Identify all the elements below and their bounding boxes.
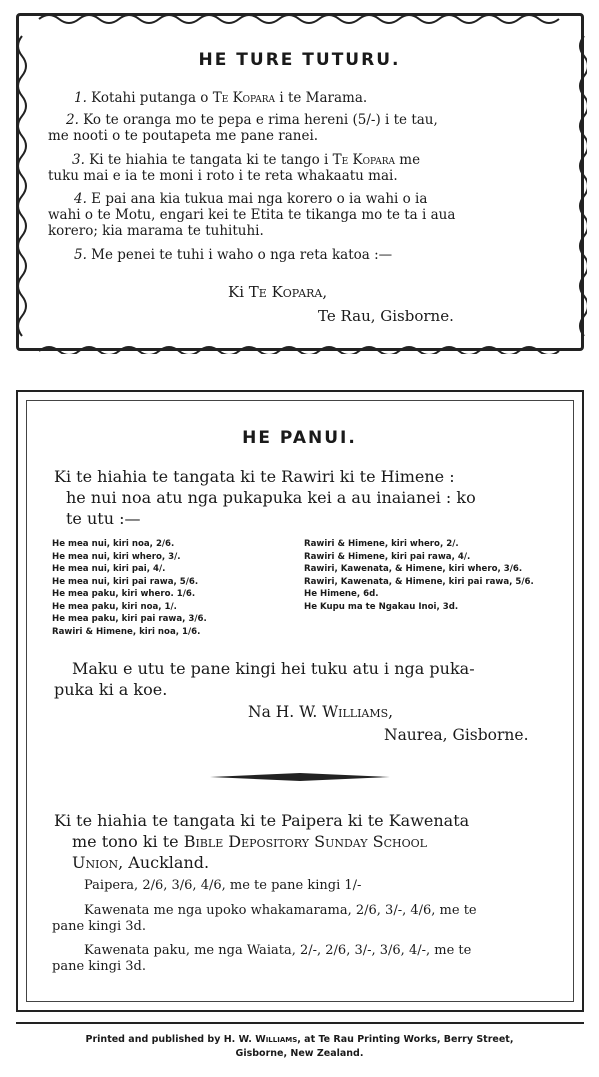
intro-line: he nui noa atu nga pukapuka kei a au inaianei : ko — [66, 488, 476, 507]
rule-publication: Te Kopara — [212, 90, 276, 106]
rule-text: E pai ana kia tukua mai nga korero o ia wahi o ia — [86, 191, 428, 207]
price-item: He Kupu ma te Ngakau Inoi, 3d. — [304, 601, 459, 612]
notice-signature-prefix: Na H. W. — [248, 703, 323, 721]
rule-text: korero; kia marama te tuhituhi. — [48, 223, 264, 239]
bible-line — [54, 831, 559, 852]
rule-publication: Te Kopara — [332, 152, 396, 168]
rule-line — [74, 191, 560, 208]
rules-title: HE TURE TUTURU. — [198, 50, 401, 70]
rule-text: Kotahi putanga o — [86, 90, 213, 106]
price-item: He mea nui, kiri noa, 2/6. — [52, 539, 175, 549]
bible-location: , Auckland. — [118, 853, 210, 872]
bible-line-prefix: me tono ki te — [72, 832, 184, 851]
signature-line-2: Te Rau, Gisborne. — [318, 307, 454, 325]
imprint-line-2: Gisborne, New Zealand. — [235, 1048, 364, 1059]
signature-publication: Te Kopara, — [248, 283, 328, 301]
notice-signature-line-1 — [248, 703, 393, 721]
rule-line — [74, 247, 560, 264]
signature-prefix: Ki — [228, 283, 249, 301]
notice-signature-name: Williams, — [322, 703, 394, 721]
note-line: Paipera, 2/6, 3/6, 4/6, me te pane kingi 1/- — [84, 878, 362, 893]
price-item: He mea nui, kiri whero, 3/. — [52, 551, 181, 562]
rule-text: Ki te hiahia te tangata ki te tango i — [84, 152, 333, 168]
rule-line — [48, 223, 560, 240]
price-item: He mea paku, kiri pai rawa, 3/6. — [52, 614, 207, 624]
rule-text: Ko te oranga mo te pepa e rima hereni (5/-) i te tau, — [78, 112, 438, 128]
price-item: Rawiri & Himene, kiri noa, 1/6. — [52, 626, 201, 637]
price-item: He Himene, 6d. — [304, 589, 379, 599]
bible-society-name: Bible Depository Sunday School — [183, 832, 427, 851]
price-item: He mea nui, kiri pai, 4/. — [52, 564, 166, 574]
bible-line: Ki te hiahia te tangata ki te Paipera ki te Kawenata — [54, 811, 470, 830]
price-column-right — [304, 538, 554, 613]
num: 1. — [74, 90, 87, 106]
rule-line — [48, 207, 560, 224]
rule-line — [66, 112, 560, 129]
postage-line: Maku e utu te pane kingi hei tuku atu i nga puka- — [72, 659, 475, 678]
num: 3. — [72, 152, 85, 168]
bible-society-name-end: Union — [72, 853, 119, 872]
note-line: pane kingi 3d. — [52, 919, 147, 934]
price-item: Rawiri, Kawenata, & Himene, kiri whero, 3/6. — [304, 564, 523, 574]
signature-line-1 — [228, 283, 327, 301]
rule-text-end: i te Marama. — [275, 90, 368, 106]
rule-line — [48, 128, 560, 145]
postage-note — [54, 658, 559, 700]
intro-line: te utu :— — [66, 509, 141, 528]
rule-text: tuku mai e ia te moni i roto i te reta whakaatu mai. — [48, 168, 398, 184]
rule-text: Me penei te tuhi i waho o nga reta katoa :— — [86, 247, 393, 263]
bible-price-note — [52, 943, 559, 975]
num: 4. — [74, 191, 87, 207]
rule-line — [48, 168, 560, 185]
price-column-left — [52, 538, 302, 638]
note-line: Kawenata me nga upoko whakamarama, 2/6, 3/-, 4/6, me te — [84, 903, 477, 918]
rule-text-end: me — [395, 152, 421, 168]
note-line: Kawenata paku, me nga Waiata, 2/-, 2/6, 3/-, 3/6, 4/-, me te — [84, 943, 472, 958]
imprint-name: Williams — [255, 1034, 298, 1045]
price-item: Rawiri, Kawenata, & Himene, kiri pai rawa, 5/6. — [304, 576, 534, 587]
rule-text: wahi o te Motu, engari kei te Etita te tikanga mo te ta i aua — [48, 207, 456, 223]
price-item: He mea paku, kiri whero. 1/6. — [52, 589, 196, 599]
diamond-divider — [210, 772, 390, 782]
num: 2. — [66, 112, 79, 128]
price-item: Rawiri & Himene, kiri pai rawa, 4/. — [304, 551, 471, 562]
notice-signature-line-2: Naurea, Gisborne. — [384, 726, 529, 744]
imprint-prefix: Printed and published by H. W. — [85, 1034, 256, 1045]
bible-price-note — [52, 878, 559, 894]
rule-line — [72, 152, 560, 169]
price-item: He mea paku, kiri noa, 1/. — [52, 601, 177, 612]
notice-intro — [54, 466, 559, 529]
postage-line: puka ki a koe. — [54, 680, 168, 699]
footer-rule — [16, 1022, 584, 1024]
imprint-address: , at Te Rau Printing Works, Berry Street, — [297, 1034, 514, 1045]
intro-line: Ki te hiahia te tangata ki te Rawiri ki te Himene : — [54, 467, 455, 486]
imprint-line-1 — [10, 1033, 589, 1047]
bible-notice — [54, 810, 559, 873]
bible-line — [54, 852, 559, 873]
price-item: He mea nui, kiri pai rawa, 5/6. — [52, 576, 199, 587]
imprint-footer — [10, 1033, 589, 1061]
rule-line — [74, 90, 560, 107]
price-item: Rawiri & Himene, kiri whero, 2/. — [304, 539, 459, 549]
notice-title: HE PANUI. — [242, 428, 357, 448]
num: 5. — [74, 247, 87, 263]
note-line: pane kingi 3d. — [52, 959, 147, 974]
rule-text: me nooti o te poutapeta me pane ranei. — [48, 128, 319, 144]
bible-price-note — [52, 903, 559, 935]
